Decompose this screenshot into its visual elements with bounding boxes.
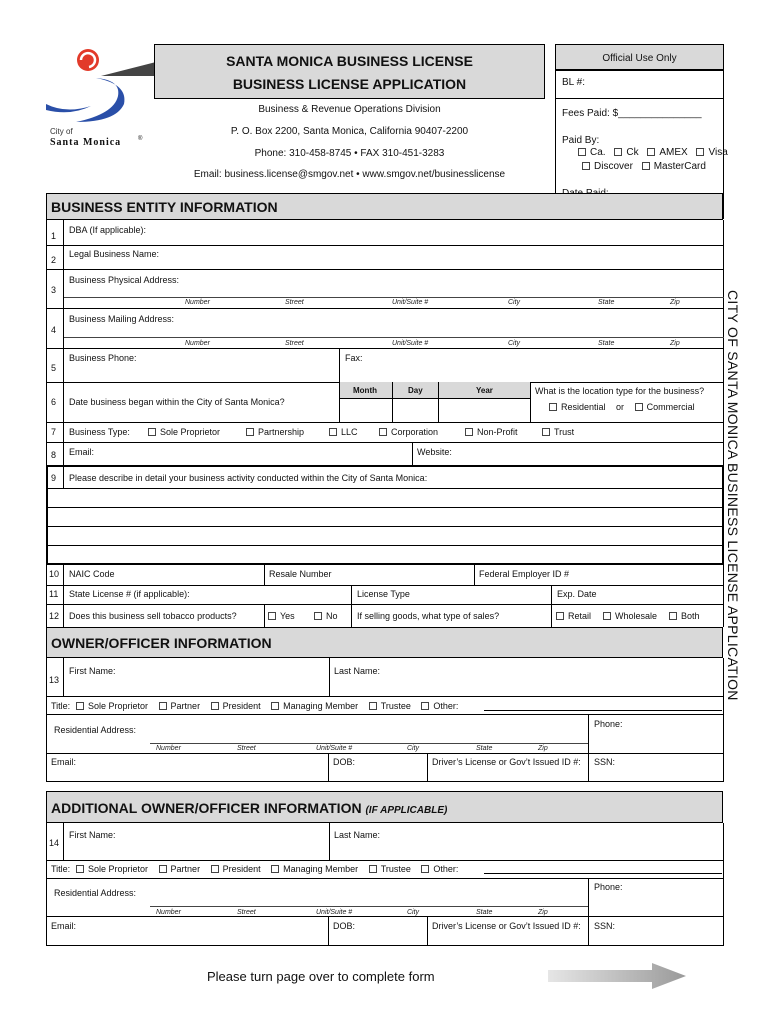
- title-managing-member[interactable]: Managing Member: [271, 702, 358, 711]
- mailing-address: P. O. Box 2200, Santa Monica, California 90407-2200: [230, 126, 469, 137]
- row-number-12: 12: [49, 611, 60, 621]
- mailing-address-label: Business Mailing Address:: [69, 314, 175, 324]
- location-type-question: What is the location type for the business?: [535, 386, 705, 396]
- paid-by-options-2: Discover MasterCard: [582, 162, 706, 172]
- paid-by-options-1: Ca. Ck AMEX Visa: [578, 148, 728, 158]
- addr-sub-street: Street: [285, 340, 304, 347]
- title-managing-member[interactable]: Managing Member: [271, 865, 358, 874]
- addr-sub-unit: Unit/Suite #: [316, 745, 353, 752]
- paid-by-label: Paid By:: [562, 135, 600, 146]
- section-owner: [46, 627, 723, 658]
- owner-other-title-field[interactable]: [484, 700, 722, 711]
- row-number-8: 8: [51, 450, 57, 460]
- addl-res-address-field[interactable]: [150, 893, 586, 905]
- state-license-label: State License # (if applicable):: [69, 589, 190, 599]
- dba-field[interactable]: [64, 236, 722, 244]
- row-number-4: 4: [51, 325, 57, 335]
- row-number-10: 10: [49, 569, 60, 579]
- row-number-1: 1: [51, 231, 57, 241]
- addl-title-label: Title:: [51, 864, 71, 874]
- row-number-3: 3: [51, 285, 57, 295]
- title-other[interactable]: Other:: [421, 702, 458, 711]
- phone-fax: Phone: 310-458-8745 • FAX 310-451-3283: [254, 148, 445, 159]
- division: Business & Revenue Operations Division: [258, 104, 441, 115]
- sales-both[interactable]: Both: [669, 612, 700, 621]
- official-use-title: Official Use Only: [602, 53, 677, 64]
- section-additional-owner: [46, 791, 723, 823]
- title-line-1: SANTA MONICA BUSINESS LICENSE: [226, 53, 473, 69]
- title-sole-proprietor[interactable]: Sole Proprietor: [76, 702, 148, 711]
- month-field[interactable]: [340, 399, 391, 421]
- addl-last-name-field[interactable]: [330, 842, 722, 858]
- fax-field[interactable]: [340, 364, 722, 378]
- fax-label: Fax:: [345, 353, 363, 363]
- title-line-2: BUSINESS LICENSE APPLICATION: [232, 76, 467, 92]
- addl-last-name-label: Last Name:: [334, 830, 381, 840]
- fein-label: Federal Employer ID #: [479, 569, 570, 579]
- pay-discover-checkbox[interactable]: [582, 162, 590, 170]
- addl-dl-label: Driver’s License or Gov’t Issued ID #:: [432, 921, 581, 931]
- addr-sub-city: City: [508, 299, 521, 306]
- owner-email-field[interactable]: [48, 768, 326, 779]
- addr-sub-street: Street: [237, 745, 256, 752]
- day-field[interactable]: [393, 399, 437, 421]
- pay-visa-checkbox[interactable]: [696, 148, 704, 156]
- pay-amex-checkbox[interactable]: [647, 148, 655, 156]
- mailing-address-field[interactable]: [64, 326, 722, 336]
- title-partner[interactable]: Partner: [159, 702, 201, 711]
- section-heading: OWNER/OFFICER INFORMATION: [51, 635, 272, 651]
- addl-dob-label: DOB:: [333, 921, 356, 931]
- addl-title-options: [76, 865, 466, 874]
- pay-check-checkbox[interactable]: [614, 148, 622, 156]
- addr-sub-state: State: [476, 745, 493, 752]
- addr-sub-city: City: [407, 745, 420, 752]
- side-title: CITY OF SANTA MONICA BUSINESS LICENSE APPLICATION: [725, 290, 741, 701]
- section-heading: ADDITIONAL OWNER/OFFICER INFORMATION (IF APPLICABLE): [51, 800, 448, 816]
- owner-dl-label: Driver’s License or Gov’t Issued ID #:: [432, 757, 581, 767]
- naic-label: NAIC Code: [69, 569, 115, 579]
- checkbox[interactable]: [314, 612, 322, 620]
- tobacco-yes[interactable]: Yes: [268, 612, 295, 621]
- owner-title-options: [76, 702, 466, 711]
- title-president[interactable]: President: [211, 865, 261, 874]
- owner-res-address-label: Residential Address:: [54, 725, 137, 735]
- checkbox[interactable]: [465, 428, 473, 436]
- checkbox[interactable]: [329, 428, 337, 436]
- checkbox[interactable]: [556, 612, 564, 620]
- checkbox[interactable]: [603, 612, 611, 620]
- turn-page-note: Please turn page over to complete form: [207, 969, 435, 984]
- addr-sub-number: Number: [185, 340, 210, 347]
- title-partner[interactable]: Partner: [159, 865, 201, 874]
- owner-first-name-label: First Name:: [69, 666, 116, 676]
- type-llc[interactable]: LLC: [329, 428, 358, 437]
- sales-type-question: If selling goods, what type of sales?: [357, 611, 500, 621]
- checkbox[interactable]: [148, 428, 156, 436]
- email-web: Email: business.license@smgov.net • www.smgov.net/businesslicense: [193, 169, 506, 180]
- month-header: Month: [353, 386, 377, 395]
- city-logo: [46, 44, 156, 154]
- checkbox[interactable]: [268, 612, 276, 620]
- addr-sub-zip: Zip: [538, 745, 548, 752]
- business-phone-field[interactable]: [64, 364, 338, 378]
- logo-reg-mark: ®: [138, 136, 143, 142]
- addl-phone-label: Phone:: [594, 882, 623, 892]
- type-non-profit[interactable]: Non-Profit: [465, 428, 518, 437]
- section-heading: BUSINESS ENTITY INFORMATION: [51, 199, 278, 215]
- addr-sub-number: Number: [185, 299, 210, 306]
- email-field[interactable]: [64, 444, 411, 462]
- website-field[interactable]: [413, 444, 722, 462]
- checkbox[interactable]: [246, 428, 254, 436]
- date-began-label: Date business began within the City of Santa Monica?: [69, 397, 285, 407]
- residential-checkbox[interactable]: [549, 403, 557, 411]
- addr-sub-city: City: [407, 909, 420, 916]
- addl-res-address-label: Residential Address:: [54, 888, 137, 898]
- activity-label: Please describe in detail your business activity conducted within the City of Santa Monica:: [69, 473, 428, 483]
- pay-mastercard-checkbox[interactable]: [642, 162, 650, 170]
- title-trustee[interactable]: Trustee: [369, 865, 411, 874]
- row-number-14: 14: [49, 838, 60, 848]
- owner-last-name-field[interactable]: [330, 678, 722, 694]
- section-business-entity: [46, 193, 723, 220]
- addr-sub-unit: Unit/Suite #: [392, 340, 429, 347]
- business-phone-label: Business Phone:: [69, 353, 137, 363]
- row-number-9: 9: [51, 473, 57, 483]
- type-trust[interactable]: Trust: [542, 428, 574, 437]
- exp-date-label: Exp. Date: [557, 589, 597, 599]
- addl-first-name-field[interactable]: [64, 842, 328, 858]
- row-number-7: 7: [51, 427, 57, 437]
- owner-dob-label: DOB:: [333, 757, 356, 767]
- fees-paid: Fees Paid: $_______________: [562, 108, 702, 119]
- owner-phone-label: Phone:: [594, 719, 623, 729]
- dba-label: DBA (If applicable):: [69, 225, 147, 235]
- owner-last-name-label: Last Name:: [334, 666, 381, 676]
- activity-field[interactable]: [48, 489, 722, 563]
- arrow-right-icon: [548, 963, 688, 989]
- type-sole-proprietor[interactable]: Sole Proprietor: [148, 428, 220, 437]
- type-corporation[interactable]: Corporation: [379, 428, 438, 437]
- addr-sub-state: State: [598, 340, 615, 347]
- license-type-label: License Type: [357, 589, 410, 599]
- tobacco-question: Does this business sell tobacco products?: [69, 611, 237, 621]
- addr-sub-zip: Zip: [670, 340, 680, 347]
- addl-ssn-label: SSN:: [594, 921, 616, 931]
- addr-sub-city: City: [508, 340, 521, 347]
- website-label: Website:: [417, 447, 452, 457]
- addl-email-field[interactable]: [48, 932, 326, 943]
- owner-email-label: Email:: [51, 757, 77, 767]
- addr-sub-number: Number: [156, 745, 181, 752]
- row-number-5: 5: [51, 363, 57, 373]
- legal-name-label: Legal Business Name:: [69, 249, 160, 259]
- year-header: Year: [476, 386, 493, 395]
- addr-sub-number: Number: [156, 909, 181, 916]
- type-partnership[interactable]: Partnership: [246, 428, 304, 437]
- owner-phone-field[interactable]: [590, 731, 722, 751]
- row-number-13: 13: [49, 675, 60, 685]
- checkbox[interactable]: [542, 428, 550, 436]
- addr-sub-unit: Unit/Suite #: [316, 909, 353, 916]
- addl-phone-field[interactable]: [590, 894, 722, 914]
- addr-sub-zip: Zip: [538, 909, 548, 916]
- owner-ssn-label: SSN:: [594, 757, 616, 767]
- legal-name-field[interactable]: [64, 260, 722, 268]
- checkbox[interactable]: [379, 428, 387, 436]
- owner-first-name-field[interactable]: [64, 678, 328, 694]
- year-field[interactable]: [439, 399, 529, 421]
- addl-other-title-field[interactable]: [484, 863, 722, 874]
- addr-sub-street: Street: [237, 909, 256, 916]
- addr-sub-state: State: [476, 909, 493, 916]
- addr-sub-street: Street: [285, 299, 304, 306]
- commercial-checkbox[interactable]: [635, 403, 643, 411]
- row-number-6: 6: [51, 397, 57, 407]
- physical-address-label: Business Physical Address:: [69, 275, 180, 285]
- logo-city-name: Santa Monica: [50, 137, 122, 148]
- resale-label: Resale Number: [269, 569, 332, 579]
- title-other[interactable]: Other:: [421, 865, 458, 874]
- sales-wholesale[interactable]: Wholesale: [603, 612, 657, 621]
- pay-cash-checkbox[interactable]: [578, 148, 586, 156]
- physical-address-field[interactable]: [64, 286, 722, 296]
- sales-retail[interactable]: Retail: [556, 612, 591, 621]
- addl-first-name-label: First Name:: [69, 830, 116, 840]
- owner-title-label: Title:: [51, 701, 71, 711]
- title-sole-proprietor[interactable]: Sole Proprietor: [76, 865, 148, 874]
- owner-res-address-field[interactable]: [150, 730, 586, 742]
- addr-sub-state: State: [598, 299, 615, 306]
- day-header: Day: [408, 386, 423, 395]
- row-number-11: 11: [49, 589, 59, 599]
- logo-city-small: City of: [50, 127, 73, 136]
- location-type-options: Residential or Commercial: [549, 403, 695, 412]
- row-number-2: 2: [51, 255, 57, 265]
- title-president[interactable]: President: [211, 702, 261, 711]
- addl-email-label: Email:: [51, 921, 77, 931]
- addr-sub-unit: Unit/Suite #: [392, 299, 429, 306]
- checkbox[interactable]: [669, 612, 677, 620]
- bl-number: BL #:: [562, 77, 585, 88]
- business-type-label: Business Type:: [69, 427, 130, 437]
- title-trustee[interactable]: Trustee: [369, 702, 411, 711]
- email-label: Email:: [69, 447, 95, 457]
- addr-sub-zip: Zip: [670, 299, 680, 306]
- tobacco-no[interactable]: No: [314, 612, 338, 621]
